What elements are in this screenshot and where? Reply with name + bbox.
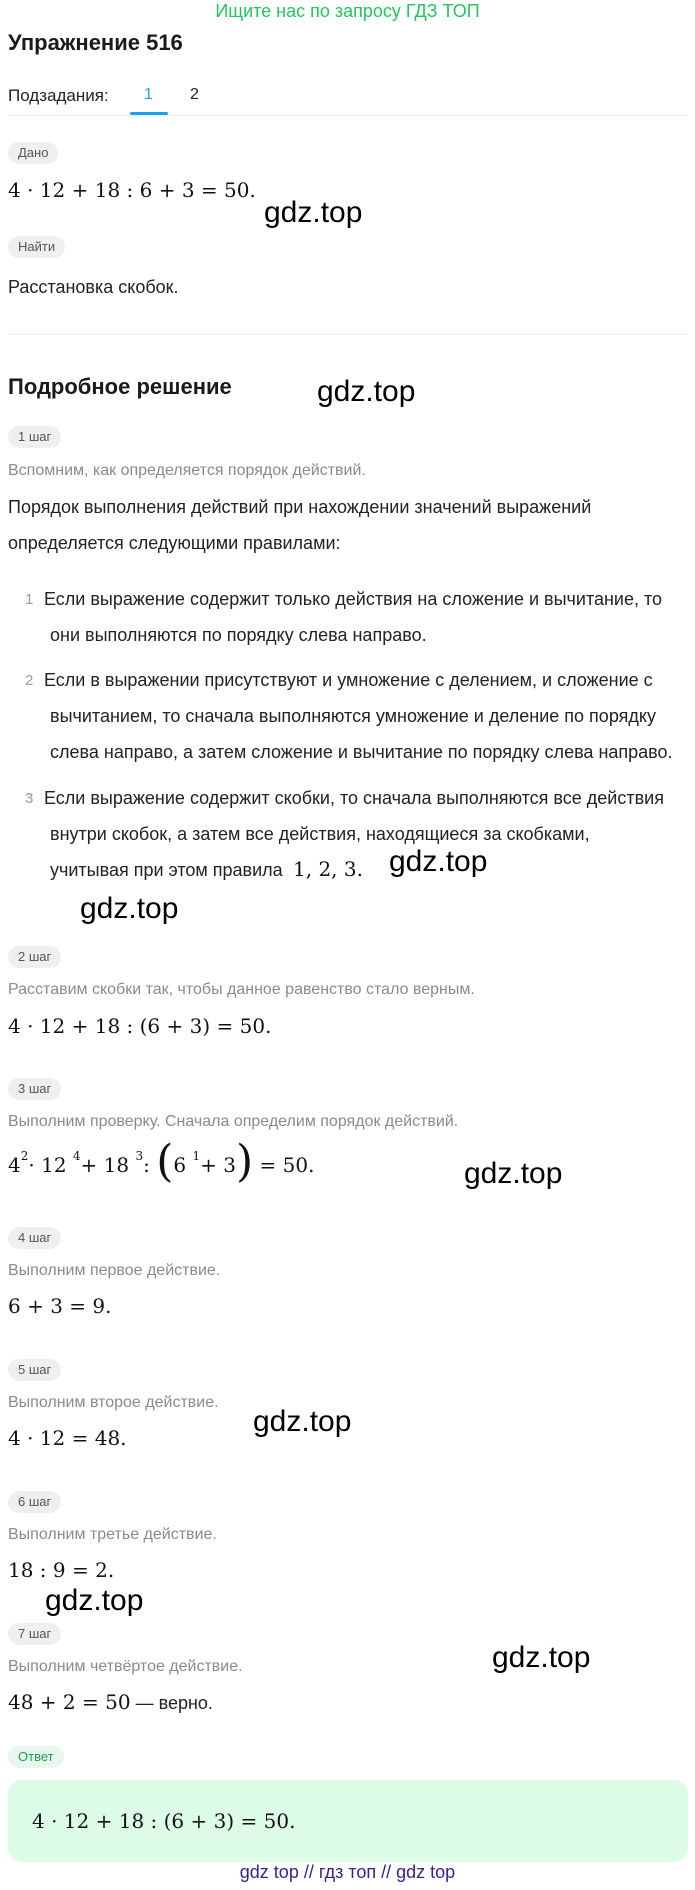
step-3-open-paren: ( xyxy=(156,1136,174,1187)
step-6-pill: 6 шаг xyxy=(8,1491,61,1513)
step-3-pill: 3 шаг xyxy=(8,1078,61,1100)
step-6-expression: 18 : 9 = 2. xyxy=(8,1558,115,1582)
rule-3-line-1: Если выражение содержит скобки, то сначала выполняются все действия xyxy=(44,788,664,808)
step-3-op-plus: + xyxy=(80,1153,98,1177)
step-2-pill: 2 шаг xyxy=(8,946,61,968)
watermark: gdz.top xyxy=(389,845,488,878)
order-mark-4: 4 xyxy=(72,1149,81,1164)
step-3-term-18: 18 xyxy=(103,1153,130,1177)
step-3-hint: Выполним проверку. Сначала определим порядок действий. xyxy=(8,1113,459,1130)
given-expression: 4 · 12 + 18 : 6 + 3 = 50. xyxy=(8,178,256,202)
step-7-expression: 48 + 2 = 50 xyxy=(8,1690,131,1714)
step-3-result: = 50. xyxy=(259,1153,315,1177)
order-mark-3: 3 xyxy=(135,1149,144,1164)
footer-links[interactable]: gdz top // гдз топ // gdz top xyxy=(239,1862,456,1882)
step-3-op-plus-inner: + xyxy=(200,1153,217,1177)
subtasks-label: Подзадания: xyxy=(8,86,109,105)
rule-3-number: 3 xyxy=(25,790,34,807)
rule-2-line-3: слева направо, а затем сложение и вычитание по порядку слева направо. xyxy=(50,742,673,762)
answer-pill: Ответ xyxy=(8,1746,64,1768)
step-3-term-6: 6 xyxy=(173,1153,187,1177)
tabs-divider xyxy=(8,115,688,116)
order-mark-1: 1 xyxy=(192,1149,201,1164)
watermark: gdz.top xyxy=(464,1157,563,1190)
step-5-hint: Выполним второе действие. xyxy=(8,1394,219,1411)
step-3-term-4: 4 xyxy=(8,1153,21,1177)
step-7-pill: 7 шаг xyxy=(8,1623,61,1645)
step-4-pill: 4 шаг xyxy=(8,1227,61,1249)
step-3-op-mult: · xyxy=(28,1153,35,1177)
rule-3-math: 1, 2, 3. xyxy=(293,857,363,881)
rule-3-line-2: внутри скобок, а затем все действия, находящиеся за скобками, xyxy=(50,824,590,844)
step-1-pill: 1 шаг xyxy=(8,426,61,448)
step-7-suffix: — верно. xyxy=(130,1693,213,1713)
given-pill: Дано xyxy=(8,142,58,164)
tab-subtask-1[interactable]: 1 xyxy=(144,86,153,103)
step-2-hint: Расставим скобки так, чтобы данное равенство стало верным. xyxy=(8,981,475,998)
rule-2-number: 2 xyxy=(25,672,34,689)
watermark: gdz.top xyxy=(253,1405,352,1438)
step-4-expression: 6 + 3 = 9. xyxy=(8,1294,112,1318)
tab-subtask-2[interactable]: 2 xyxy=(190,86,199,103)
step-3-term-3: 3 xyxy=(223,1153,236,1177)
step-3-op-div: : xyxy=(143,1153,150,1177)
order-mark-2: 2 xyxy=(20,1149,29,1164)
step-4-hint: Выполним первое действие. xyxy=(8,1262,221,1279)
step-7-line xyxy=(8,1690,213,1714)
watermark: gdz.top xyxy=(264,196,363,229)
watermark: gdz.top xyxy=(80,892,179,925)
step-5-pill: 5 шаг xyxy=(8,1359,61,1381)
watermark: gdz.top xyxy=(317,375,416,408)
watermark: gdz.top xyxy=(45,1584,144,1617)
step-1-intro-line-2: определяется следующими правилами: xyxy=(8,533,341,553)
rule-3-line-3: учитывая при этом правила xyxy=(50,860,283,880)
step-5-expression: 4 · 12 = 48. xyxy=(8,1426,127,1450)
find-pill: Найти xyxy=(8,236,65,258)
watermark: gdz.top xyxy=(492,1641,591,1674)
page-title: Упражнение 516 xyxy=(8,30,183,55)
step-3-close-paren: ) xyxy=(236,1136,254,1187)
answer-expression: 4 · 12 + 18 : (6 + 3) = 50. xyxy=(32,1809,296,1833)
rule-1-line-1: Если выражение содержит только действия на сложение и вычитание, то xyxy=(44,589,663,609)
step-1-intro-line-1: Порядок выполнения действий при нахождении значений выражений xyxy=(8,497,592,517)
step-1-hint: Вспомним, как определяется порядок действий. xyxy=(8,462,366,479)
step-6-hint: Выполним третье действие. xyxy=(8,1526,217,1543)
section-divider xyxy=(8,334,688,335)
step-3-term-12: 12 xyxy=(41,1153,67,1177)
step-3-expression xyxy=(8,1136,315,1187)
step-7-hint: Выполним четвёртое действие. xyxy=(8,1658,243,1675)
solution-title: Подробное решение xyxy=(8,374,232,399)
top-banner: Ищите нас по запросу ГДЗ ТОП xyxy=(215,1,480,21)
step-2-expression: 4 · 12 + 18 : (6 + 3) = 50. xyxy=(8,1014,272,1038)
rule-1-line-2: они выполняются по порядку слева направо. xyxy=(50,625,427,645)
rule-2-line-1: Если в выражении присутствуют и умножение с делением, и сложение с xyxy=(44,670,653,690)
rule-2-line-2: вычитанием, то сначала выполняются умножение и деление по порядку xyxy=(50,706,656,726)
find-text: Расстановка скобок. xyxy=(8,277,179,297)
rule-1-number: 1 xyxy=(25,591,34,608)
